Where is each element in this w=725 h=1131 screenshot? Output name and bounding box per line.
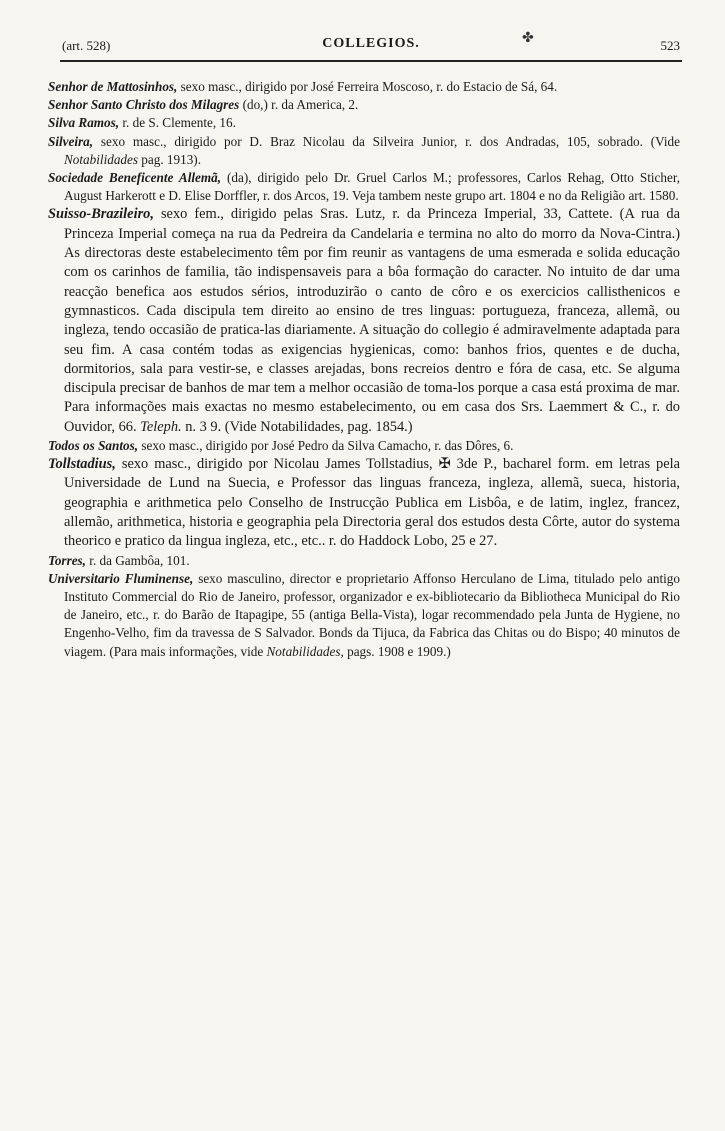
entry-silva-ramos: [48, 114, 680, 132]
entry-reference: Teleph.: [140, 418, 182, 435]
entry-heading: Suisso-Brazileiro,: [48, 206, 154, 223]
entry-body: sexo masc., dirigido por José Ferreira Moscoso, r. do Estacio de Sá, 64.: [177, 79, 558, 94]
section-title: COLLEGIOS.: [322, 36, 420, 51]
entry-body: sexo masc., dirigido por José Pedro da Silva Camacho, r. das Dôres, 6.: [138, 437, 514, 453]
entry-heading: Todos os Santos,: [48, 437, 139, 453]
entry-todos-os-santos: [48, 437, 680, 455]
entry-torres: [48, 552, 680, 570]
entry-heading: Senhor de Mattosinhos,: [48, 79, 178, 94]
entry-list: [48, 78, 680, 661]
entry-heading: Torres,: [48, 552, 86, 568]
header-rule: [60, 60, 682, 62]
entry-reference: Notabilidades: [64, 151, 138, 167]
entry-heading: Sociedade Beneficente Allemã,: [48, 170, 222, 186]
entry-silveira: [48, 133, 680, 169]
entry-reference: Notabilidades,: [266, 643, 344, 659]
entry-heading: Silva Ramos,: [48, 115, 120, 131]
article-reference: (art. 528): [62, 38, 111, 53]
ornament-icon: ✤: [522, 30, 534, 46]
entry-body: (da), dirigido pelo Dr. Gruel Carlos M.; professores, Carlos Rehag, Otto Sticher, August Harkerott e D. Elise Dorffler, r. dos Arcos, 19. Veja tambem neste grupo art. 1804 e no da Religião art. 1580.: [64, 170, 680, 204]
entry-heading: Silveira,: [48, 133, 94, 149]
entry-heading: Senhor Santo Christo dos Milagres: [48, 97, 240, 113]
page-header: [62, 36, 680, 58]
entry-body: sexo masculino, director e proprietario Affonso Herculano de Lima, titulado pelo antigo Instituto Commercial do Rio de Janeiro, professor, organizador e ex-bibliotecario da Bibliotheca Municipal do Rio de Janeiro, etc., r. do Barão de Itapagipe, 55 (antiga Bella-Vista), logar recommendado pela Junta de Hygiene, no Engenho-Velho, fim da travessa de S Salvador. Bonds da Tijuca, da Fabrica das Chitas ou do Bispo; 40 minutos de viagem. (Para mais informações, vide: [64, 570, 680, 659]
entry-senhor-de-mattosinhos: [48, 78, 680, 96]
entry-sociedade-beneficente: [48, 169, 680, 205]
entry-tail: pag. 1913).: [138, 151, 201, 167]
entry-tail: n. 3 9. (Vide Notabilidades, pag. 1854.): [181, 418, 413, 435]
page-number: 523: [660, 38, 680, 53]
entry-heading: Tollstadius,: [48, 456, 116, 473]
entry-body: sexo masc., dirigido por Nicolau James Tollstadius, ✠ 3de P., bacharel form. em letras pela Universidade de Lund na Suecia, e Professor das linguas franceza, ingleza, allemã, sueca, historia, geographia e arithmetica pelo Conselho de Instrucção Publica em Lisbôa, e de latim, inglez, francez, allemão, arithmetica, historia e geographia pela Directoria geral dos estudos desta Côrte, autor do systema theorico e pratico da lingua ingleza, etc., etc.. r. do Haddock Lobo, 25 e 27.: [64, 456, 680, 550]
entry-body: r. da Gambôa, 101.: [85, 552, 190, 568]
entry-body: sexo masc., dirigido por D. Braz Nicolau da Silveira Junior, r. dos Andradas, 105, sobrado. (Vide: [93, 133, 680, 149]
entry-body: sexo fem., dirigido pelas Sras. Lutz, r. da Princeza Imperial, 33, Cattete. (A rua da Princeza Imperial começa na rua da Pedreira da Candelaria e termina no alto do morro da Nova-Cintra.) As directoras deste estabelecimento têm por fim reunir as vantagens de uma esmerada e solida educação com os carinhos de familia, tão indispensaveis para a bôa formação do caracter. No intuito de dar uma reacção benefica aos estudos sérios, introduzirão o canto de côro e os exercicios callisthenicos e gymnasticos. Cada discipula tem direito ao ensino de tres linguas: portugueza, franceza, allemã, ou ingleza, tendo occasião de pratica-las diariamente. A situação do collegio é admiravelmente adaptada para seu fim. A casa contém todas as exigencias hygienicas, como: banhos frios, quentes e de ducha, dormitorios, sala para vestir-se, e classes arejadas, bons recreios dentro e fóra de casa, etc. Se alguma discipula precisar de banhos de mar tem a melhor occasião de toma-los porque a casa está proxima de mar. Para informações mais exactas no mesmo estabelecimento, ou em casa dos Srs. Laemmert & C., r. do Ouvidor, 66.: [64, 206, 680, 435]
entry-tollstadius: [48, 455, 680, 551]
entry-suisso-brazileiro: [48, 205, 680, 437]
entry-body: r. de S. Clemente, 16.: [119, 115, 236, 131]
entry-body: (do,) r. da America, 2.: [239, 97, 359, 113]
entry-heading: Universitario Fluminense,: [48, 570, 194, 586]
entry-tail: pags. 1908 e 1909.): [343, 643, 451, 659]
entry-universitario-fluminense: [48, 570, 680, 661]
entry-senhor-santo-christo: [48, 96, 680, 114]
